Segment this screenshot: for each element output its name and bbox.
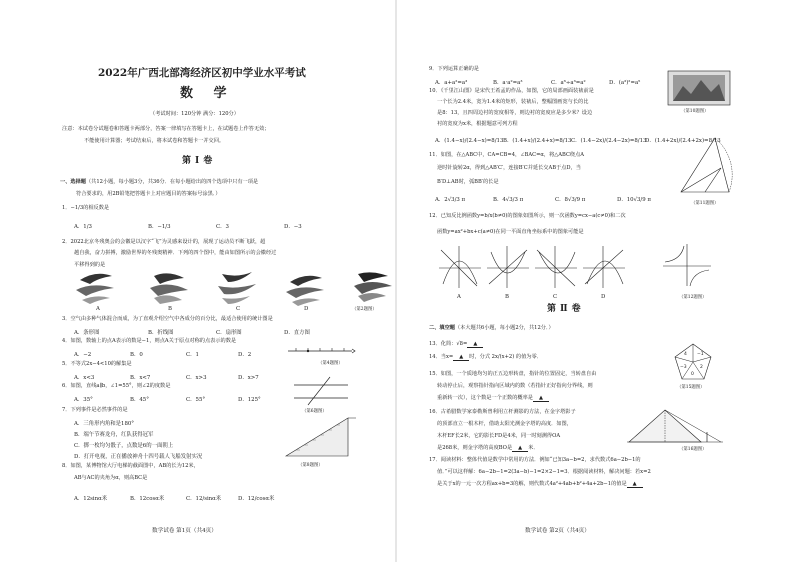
question-2-line-2: 越自我，奋力拼搏，激励世界的冬残奥精神．下列的四个图中，能由如图所示的会徽经过 (74, 250, 277, 256)
q1-option-a: A．1/3 (74, 224, 92, 230)
question-3: 3．空气由多种气体混合而成，为了直观介绍空气中各成分的百分比，最适合使用的统计图是 (62, 316, 273, 322)
q3-option-c: C．扇形图 (216, 330, 242, 336)
q10-figure-caption: （第10题图） (681, 109, 709, 114)
question-16-line-2: 的顶部直立一根木杆，借助太阳光测金字塔的高度．如图， (437, 421, 572, 427)
question-10-line-1: 10．《千里江山图》是宋代王希孟的作品，如图，它的局部画面装裱前是 (429, 88, 594, 94)
q7-option-a: A．三角形内角和是180° (74, 421, 135, 427)
question-15-line-3 (437, 396, 549, 402)
q10-option-d: D．(1.4+2x)/(2.4+2x)=8/13 (645, 138, 721, 144)
question-16-line-4 (437, 446, 539, 452)
question-11-line-3: B′D⊥AB时，弧BB′的长是 (437, 179, 499, 185)
q8-option-d: D．12/cosα米 (238, 496, 275, 502)
question-12-line-1: 12．已知反比例函数y=b/x(b≠0)的图象如图所示，则一次函数y=cx−a(c≠0)和二次 (429, 213, 626, 219)
q9-option-a: A．a+a²=a³ (435, 80, 468, 86)
section-1-header (60, 180, 258, 185)
q6-figure-caption: （第6题图） (302, 409, 327, 414)
emblem-option-b (150, 273, 188, 304)
question-17-line-1: 17．阅读材料：整体代值是数学中常用的方法．例如“已知3a−b=2，求代数式6a−2b−1的 (429, 457, 641, 463)
q4-option-d: D．2 (238, 352, 252, 358)
q14-text: 14．当x= (429, 354, 454, 360)
q12-figure-caption: （第12题图） (679, 295, 707, 300)
q2-label-d: D (304, 306, 309, 312)
q17-text: 是关于x的一元一次方程ax+b=3的解，则代数式4a²+4ab+b²+4a+2b−1的值是 (437, 481, 627, 487)
q10-option-c: C．(1.4−2x)/(2.4−2x)=8/13 (571, 138, 647, 144)
q4-figure-caption: （第4题图） (318, 361, 343, 366)
question-2-line-1: 2．2022北京冬残奥会的会徽是以汉字“飞”为灵感来设计的，展现了运动员不断飞跃，超 (62, 239, 266, 245)
q8-figure-caption: （第8题图） (298, 463, 323, 468)
q5-option-b: B．x<7 (130, 375, 151, 381)
q10-painting-image (667, 70, 731, 106)
q12-label-c: C (553, 294, 558, 300)
q16-pyramid-diagram (625, 406, 725, 446)
graph-b (487, 246, 529, 288)
emblem-option-c (218, 272, 256, 304)
question-6: 6．如图，直线a∥b，∠1=55°，则∠2的度数是 (62, 383, 171, 389)
question-10-line-2: 一个长为2.4米，宽为1.4米的矩形，装裱后，整幅图画宽与长的比 (437, 99, 589, 105)
question-17-line-2: 值．”可以这样解：6a−2b−1=2(3a−b)−1=2×2−1=3．根据阅读材料，解决问题：若x=2 (437, 469, 651, 475)
q16-text: 是268米，则金字塔的高度BO是 (437, 445, 513, 451)
q2-label-b: B (168, 306, 172, 312)
question-16-line-3: 木杆EF长2米，它的影长FD是4米，同一时刻测得OA (437, 433, 561, 439)
page-1-footer: 数学试卷 第1页（共4页） (152, 528, 217, 534)
q6-option-a: A．35° (74, 397, 93, 403)
q11-option-c: C．8√3/9 π (555, 197, 586, 203)
q7-option-b: B．端午节赛龙舟，红队获得冠军 (74, 432, 154, 438)
notice-line-2: 不能使用计算器；考试结束后，将本试卷和答题卡一并交回。 (84, 138, 225, 144)
exam-page-2 (397, 0, 794, 562)
q5-option-d: D．x>7 (238, 375, 259, 381)
q1-option-d: D．−3 (284, 224, 302, 230)
q6-option-d: D．125° (238, 397, 261, 403)
question-8-line-2: AB与AC的夹角为α，则高BC是 (74, 475, 148, 481)
q11-option-b: B．4√3/3 π (493, 197, 524, 203)
question-5: 5．不等式2x−4<10的解集是 (62, 361, 132, 367)
graph-a (439, 246, 481, 288)
section-2-desc: （本大题共6小题，每小题2分，共12分．） (454, 325, 554, 331)
q12-label-b: B (505, 294, 509, 300)
q9-option-d: D．(a³)²=a⁵ (609, 80, 641, 86)
section-2-title: 二、填空题 (429, 325, 455, 331)
q16-figure-caption: （第16题图） (679, 447, 707, 452)
q12-label-a: A (457, 294, 461, 300)
q2-label-c: C (236, 306, 241, 312)
emblem-option-d (286, 276, 324, 306)
q9-option-b: B．a·a²=a³ (493, 80, 523, 86)
pentagon-region-1: −1 (697, 352, 704, 357)
question-4: 4．如图，数轴上的点A表示的数是−1，则点A关于原点对称的点表示的数是 (62, 338, 237, 344)
q3-option-b: B．折线图 (148, 330, 174, 336)
q12-label-d: D (601, 294, 606, 300)
q7-option-d: D．打开电视，正在播放神舟十四号载人飞船发射实况 (74, 454, 203, 460)
q16-answer-blank: ▲ (512, 446, 528, 452)
question-11-line-1: 11．如图，在△ABC中，CA=CB=4，∠BAC=α，将△ABC绕点A (429, 152, 585, 158)
section-1-desc: （共12小题，每小题3分，共36分．在每小题给出的四个选项中只有一项是 (85, 179, 259, 185)
q11-option-a: A．2√3/3 π (435, 197, 466, 203)
q15-pentagon-spinner (673, 342, 713, 382)
q3-option-d: D．直方图 (284, 330, 310, 336)
question-11-line-2: 逆时针旋转2α，得到△AB′C′，连接B′C并延长交AB于点D，当 (437, 165, 581, 171)
q11-option-d: D．10√3/9 π (617, 197, 651, 203)
question-1: 1．−1/3的相反数是 (62, 205, 110, 211)
q13-answer-blank: ▲ (467, 342, 483, 348)
q10-option-a: A．(1.4−x)/(2.4−x)=8/13 (435, 138, 504, 144)
question-15-line-2: 转动停止后，观察指针指向区域内的数（若指针正好指向分界线，则 (437, 383, 593, 389)
q15-figure-caption: （第15题图） (677, 385, 705, 390)
page-2-footer: 数学试卷 第2页（共4页） (525, 528, 590, 534)
q11-rotation-diagram (675, 134, 735, 198)
question-12-line-2: 函数y=ax²+bx+c(a≠0)在同一平面直角坐标系中的图象可能是 (437, 229, 584, 235)
section-2-header (429, 326, 554, 331)
q4-option-c: C．1 (186, 352, 199, 358)
q15-answer-blank: ▲ (533, 396, 549, 402)
graph-d (583, 246, 625, 288)
volume-1-heading: 第Ⅰ卷 (182, 156, 217, 166)
q8-option-a: A．12sinα米 (74, 496, 108, 502)
emblem-option-a (76, 274, 114, 304)
emblem-reference (354, 272, 392, 302)
q14-answer-blank: ▲ (453, 355, 469, 361)
pentagon-region-5: 4 (684, 352, 687, 357)
q1-option-c: C．3 (216, 224, 229, 230)
section-1-title: 一、选择题 (60, 179, 86, 185)
q12-reference-graph (659, 242, 715, 288)
q4-option-a: A．−2 (74, 352, 92, 358)
q9-option-c: C．a⁶÷a³=a² (551, 80, 586, 86)
subject-heading: 数 学 (180, 86, 235, 101)
q2-figure-caption: （第2题图） (352, 307, 377, 312)
q10-option-b: B．(1.4+x)/(2.4+x)=8/13 (503, 138, 572, 144)
pentagon-region-3: 0 (691, 372, 694, 377)
question-9: 9．下列运算正确的是 (429, 66, 479, 72)
question-17-line-3 (437, 482, 643, 488)
q11-figure-caption: （第11题图） (691, 201, 719, 206)
q5-option-c: C．x>3 (186, 375, 207, 381)
graph-c (535, 246, 577, 288)
question-10-line-4: 衬的宽度为x米，根据题意可列方程 (437, 121, 518, 127)
question-16-line-1: 16．古希腊数学家泰勒斯曾利用立杆测影的方法，在金字塔影子 (429, 409, 576, 415)
pentagon-region-2: 2 (700, 365, 703, 370)
q4-option-b: B．0 (130, 352, 143, 358)
section-1-desc-2: 符合要求的，用2B铅笔把答题卡上对应题目的答案标号涂黑．） (76, 191, 221, 197)
q13-text: 13．化简：√8= (429, 341, 468, 347)
q6-parallel-lines (290, 376, 350, 406)
q17-answer-blank: ▲ (627, 482, 643, 488)
q6-option-c: C．55° (186, 397, 206, 403)
question-7: 7．下列事件是必然事件的是 (62, 407, 128, 413)
question-2-line-3: 平移得到的是 (74, 262, 106, 268)
notice-line-1: 注意：本试卷分试题卷和答题卡两部分，答案一律填写在答题卡上，在试题卷上作答无效； (62, 126, 270, 132)
exam-info: （考试时间：120分钟 满分：120分） (150, 111, 239, 117)
question-10-line-3: 是8：13，且四周边衬的宽度相等，则边衬的宽度应是多少米？设边 (437, 110, 593, 116)
question-15-line-1: 15．如图，一个质地均匀的正五边形转盘，指针的位置固定，当转盘自由 (429, 371, 597, 377)
question-14 (429, 355, 542, 361)
q16-text-tail: 米． (528, 445, 539, 451)
q6-option-b: B．45° (130, 397, 149, 403)
question-8-line-1: 8．如图，某博物馆大厅电梯的截面图中，AB的长为12米， (62, 463, 199, 469)
q2-label-a: A (96, 306, 100, 312)
q7-option-c: C．掷一枚均匀骰子，点数是6的一面朝上 (74, 443, 174, 449)
exam-title: 2022年广西北部湾经济区初中学业水平考试 (98, 67, 306, 79)
q8-escalator-diagram (282, 412, 358, 460)
volume-2-heading: 第Ⅱ卷 (547, 304, 585, 314)
q4-number-line (286, 343, 356, 359)
pentagon-region-4: −3 (680, 365, 687, 370)
question-13 (429, 342, 483, 348)
q8-option-b: B．12cosα米 (130, 496, 165, 502)
q2-emblem-figures (62, 268, 402, 308)
q8-option-c: C．12/sinα米 (186, 496, 222, 502)
q3-option-a: A．条形图 (74, 330, 100, 336)
q14-text-tail: 时，分式 2x/(x+2) 的值为零． (469, 354, 542, 360)
q12-graph-options (437, 244, 629, 290)
q15-text: 重新转一次），这个数是一个正数的概率是 (437, 395, 533, 401)
q1-option-b: B．−1/3 (148, 224, 171, 230)
q5-option-a: A．x<3 (74, 375, 95, 381)
